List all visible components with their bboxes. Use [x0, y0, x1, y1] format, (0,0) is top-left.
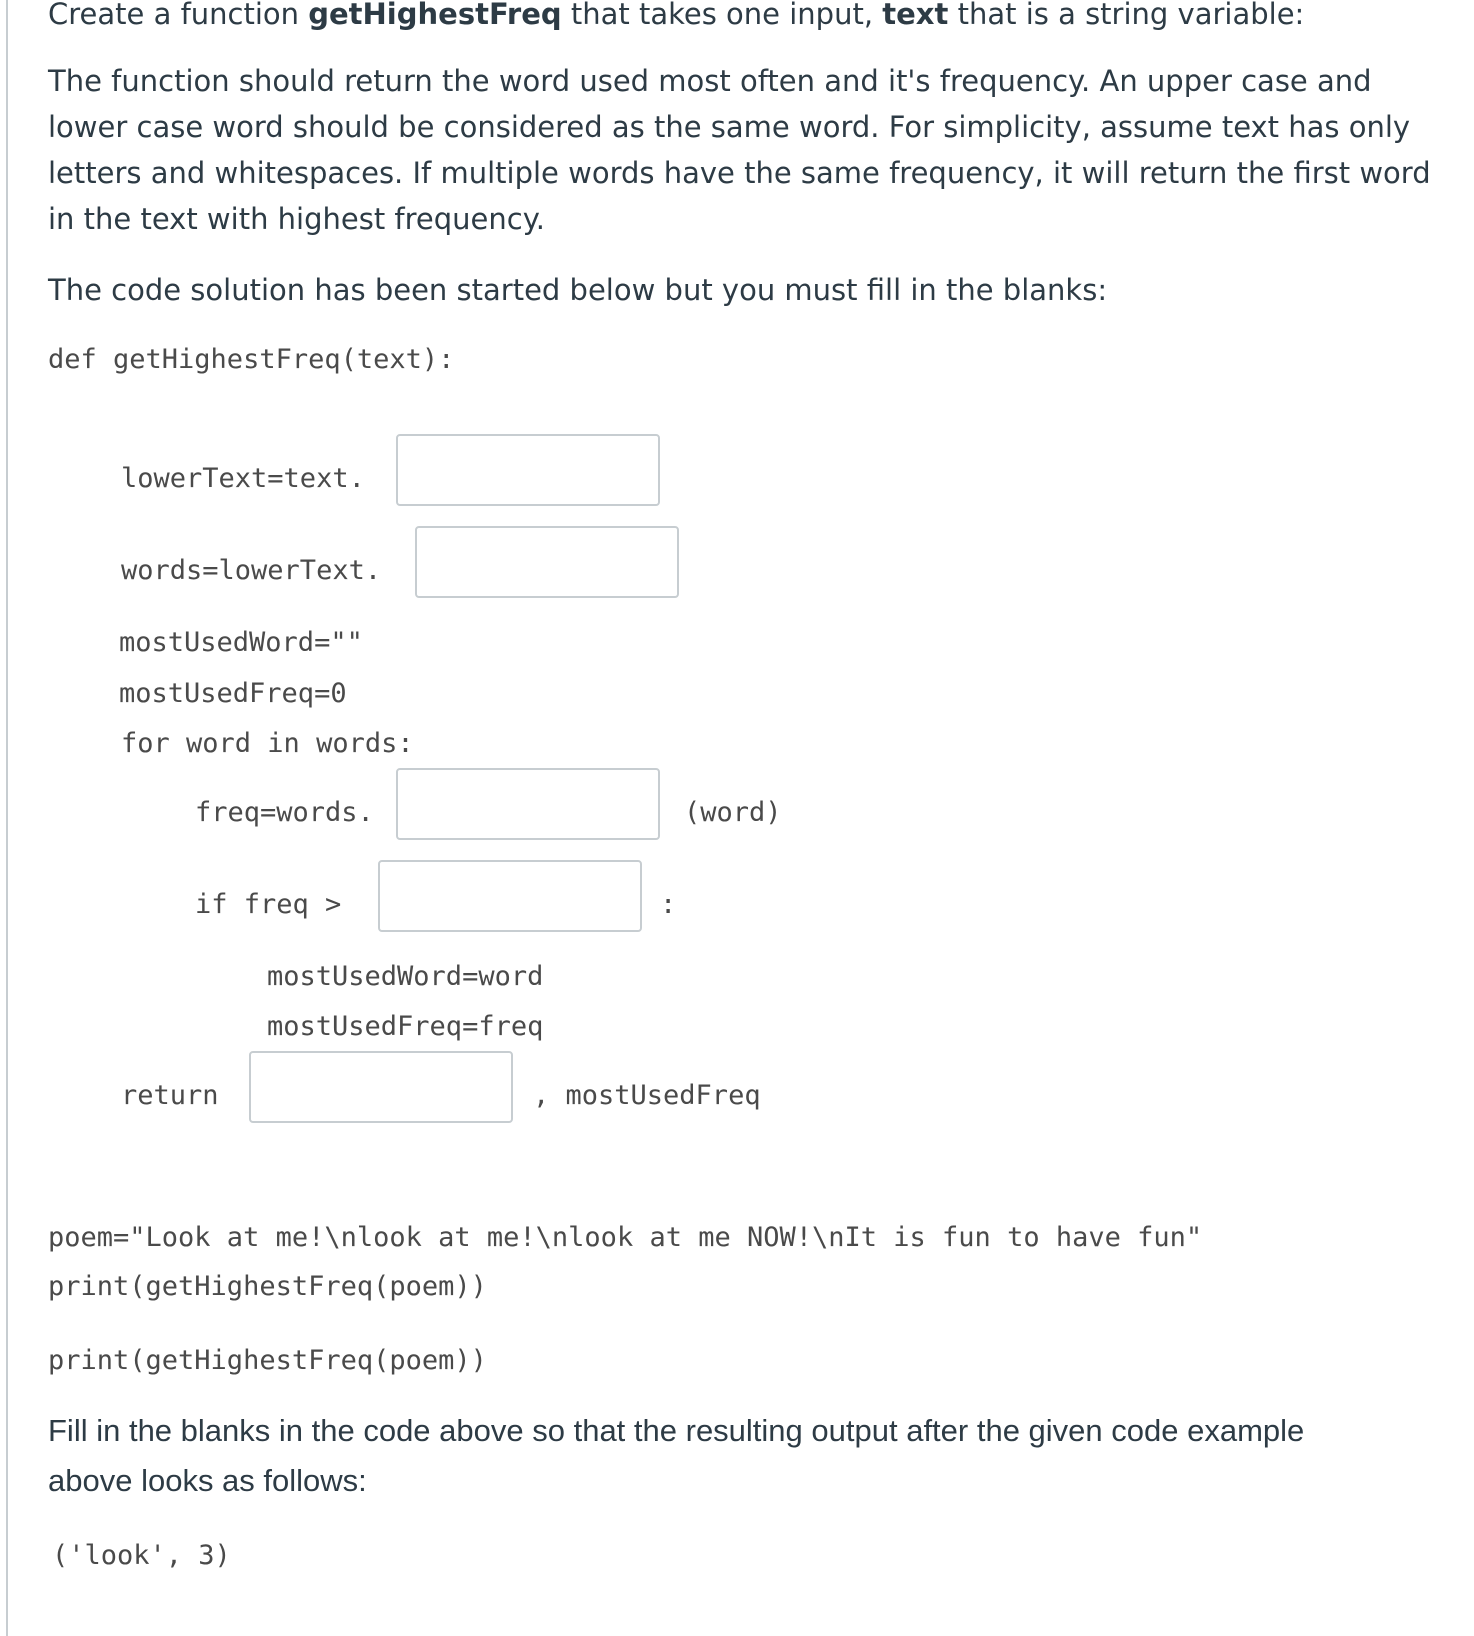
code-def-line: def getHighestFreq(text):	[48, 344, 455, 375]
code-return-prefix: return	[121, 1080, 219, 1111]
instruction-paragraph: Fill in the blanks in the code above so that the resulting output after the given code example above looks as follows:	[48, 1413, 1305, 1498]
code-return-suffix: , mostUsedFreq	[533, 1080, 761, 1111]
blank-1-input[interactable]	[396, 434, 660, 506]
intro-middle: that takes one input,	[561, 0, 883, 31]
intro-func-name: getHighestFreq	[308, 0, 562, 31]
code-if-prefix: if freq >	[195, 889, 342, 920]
intro-prefix: Create a function	[48, 0, 309, 31]
description-paragraph: The function should return the word used most often and it's frequency. An upper case and lower case word should be considered as the same word. For simplicity, assume text has only letters and whitespaces. If multiple words have the same frequency, it will return the first word in the text with highest frequency.	[48, 64, 1431, 236]
intro-line	[48, 0, 1304, 32]
example-print-line-2: print(getHighestFreq(poem))	[48, 1345, 487, 1376]
code-freq-prefix: freq=words.	[195, 797, 374, 828]
code-assign-word: mostUsedWord=word	[267, 961, 544, 992]
started-note: The code solution has been started below but you must fill in the blanks:	[48, 273, 1108, 307]
expected-output: ('look', 3)	[52, 1540, 231, 1571]
blank-3-input[interactable]	[396, 768, 660, 840]
code-words-prefix: words=lowerText.	[121, 555, 382, 586]
blank-2-input[interactable]	[415, 526, 679, 598]
example-poem-line: poem="Look at me!\nlook at me!\nlook at me NOW!\nIt is fun to have fun"	[48, 1222, 1203, 1253]
example-print-line-1: print(getHighestFreq(poem))	[48, 1271, 487, 1302]
code-most-used-word-init: mostUsedWord=""	[119, 627, 363, 658]
code-assign-freq: mostUsedFreq=freq	[267, 1011, 544, 1042]
intro-param: text	[882, 0, 949, 31]
left-border	[6, 0, 8, 1636]
code-freq-suffix: (word)	[684, 797, 782, 828]
blank-4-input[interactable]	[378, 860, 642, 932]
blank-5-input[interactable]	[249, 1051, 513, 1123]
intro-suffix: that is a string variable:	[948, 0, 1305, 31]
code-most-used-freq-init: mostUsedFreq=0	[119, 678, 347, 709]
code-if-suffix: :	[660, 889, 677, 920]
code-for-line: for word in words:	[121, 728, 414, 759]
code-lower-prefix: lowerText=text.	[121, 463, 365, 494]
